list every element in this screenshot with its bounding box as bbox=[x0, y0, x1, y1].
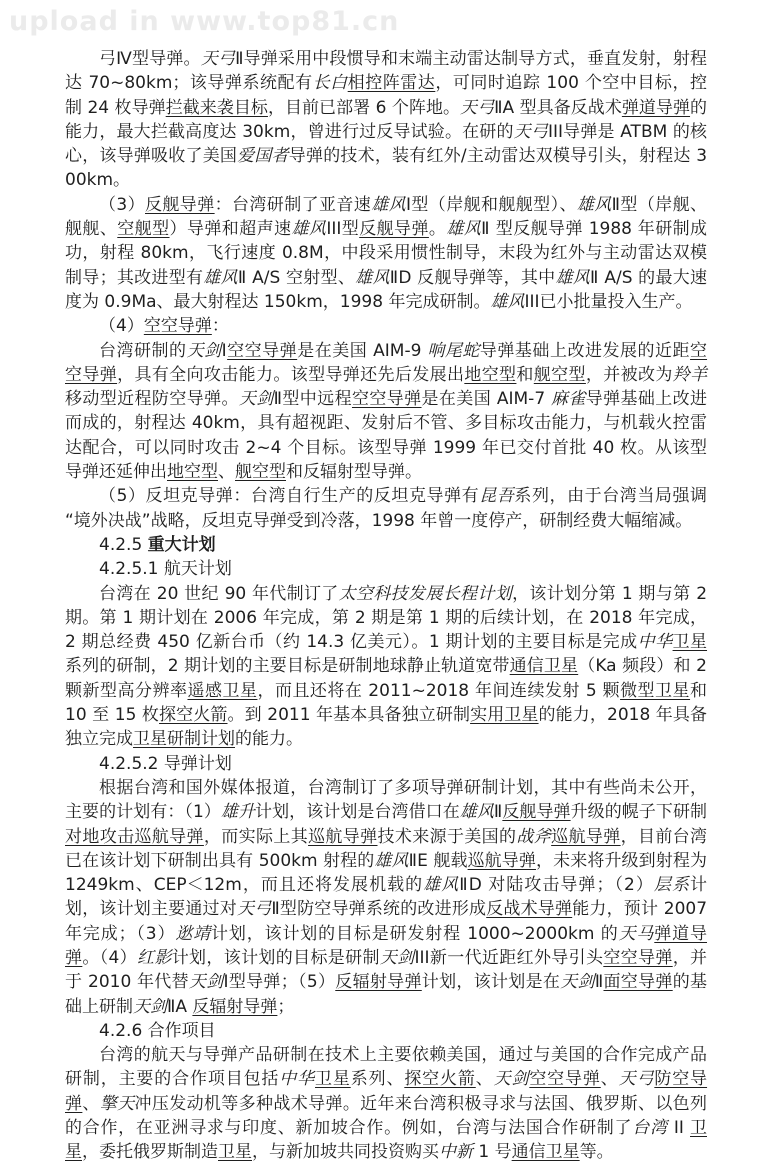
underlined-term: 通信卫星 bbox=[509, 656, 579, 677]
underlined-term: 空空导弹 bbox=[351, 389, 422, 410]
underlined-term: 空空导弹 bbox=[143, 316, 212, 337]
section-heading-4-2-6: 4.2.6 合作项目 bbox=[99, 1020, 216, 1041]
proper-noun: 雄风 bbox=[203, 267, 238, 288]
list-item-air-to-air-heading: （4）空空导弹： bbox=[99, 316, 229, 337]
proper-noun: 中新 bbox=[439, 1142, 473, 1163]
paragraph-space-program: 台湾在 20 世纪 90 年代制订了太空科技发展长程计划，该计划分第 1 期与第 2 期。第 1 期计划在 2006 年完成，第 2 期是第 1 期的后续计划，在 2018 年完成，2 期总经费 450 亿新台币（约 14.3 亿美元）。1 期计划的主要目标是完成中华卫星系列的研制，2 期计划的主要目标是研制地球静止轨道宽带通信卫星（Ka 频段）和 2 颗新型高分辨率遥感卫星，而且还将在 2011~2018 年间连续发射 5 颗微型卫星和 10 至 15 枚探空火箭。到 2011 年基本具备独立研制实用卫星的能力，2018 年具备独立完成卫星研制计划的能力。 bbox=[65, 583, 708, 750]
proper-noun: 麻雀 bbox=[550, 389, 586, 410]
proper-noun: 昆吾 bbox=[479, 486, 515, 507]
underlined-term: 卫星 bbox=[65, 1118, 707, 1163]
underlined-term: 拦截来袭目标 bbox=[165, 97, 268, 118]
proper-noun: 羚羊 bbox=[672, 364, 708, 385]
underlined-term: 巡航导弹 bbox=[308, 826, 378, 847]
proper-noun: 雄风 bbox=[355, 267, 390, 288]
underlined-term: 巡航导弹 bbox=[551, 826, 621, 847]
underlined-term: 卫星 bbox=[672, 632, 708, 653]
bold-text: 重大计划 bbox=[147, 534, 216, 555]
underlined-term: 面空导弹 bbox=[603, 972, 673, 993]
underlined-term: 空空导弹 bbox=[227, 340, 298, 361]
underlined-term: 巡航导弹 bbox=[467, 850, 537, 871]
proper-noun: 雄升 bbox=[220, 802, 256, 823]
underlined-term: 探空火箭 bbox=[404, 1069, 476, 1090]
underlined-term: 弹道导弹 bbox=[621, 97, 691, 118]
proper-noun: 台湾 bbox=[632, 1118, 668, 1139]
proper-noun: 中华 bbox=[279, 1069, 316, 1090]
underlined-term: 反辐射导弹 bbox=[192, 996, 278, 1017]
proper-noun: 红影 bbox=[137, 947, 172, 968]
proper-noun: 雄风 bbox=[490, 291, 525, 312]
proper-noun: 雄风 bbox=[555, 267, 591, 288]
underlined-term: 卫星 bbox=[315, 1069, 351, 1090]
underlined-term: 舰空型 bbox=[533, 364, 586, 385]
underlined-term: 微型卫星 bbox=[620, 680, 691, 701]
underlined-term: 通信卫星 bbox=[511, 1142, 580, 1163]
proper-noun: 天弓 bbox=[618, 1069, 655, 1090]
underlined-term: 反舰导弹 bbox=[145, 194, 215, 215]
underlined-term: 卫星研制计划 bbox=[133, 729, 235, 750]
underlined-term: 舰空型 bbox=[235, 462, 286, 483]
underlined-term: 反辐射导弹 bbox=[335, 972, 422, 993]
proper-noun: 天剑 bbox=[186, 340, 222, 361]
proper-noun: 雄风 bbox=[371, 194, 406, 215]
proper-noun: 天剑 bbox=[188, 972, 224, 993]
proper-noun: 雄风 bbox=[459, 802, 494, 823]
proper-noun: 雄风 bbox=[576, 194, 612, 215]
underlined-term: 空空导弹 bbox=[603, 947, 673, 968]
document-body bbox=[65, 47, 707, 1165]
paragraph-air-to-air-missiles: 台湾研制的天剑Ⅰ空空导弹是在美国 AIM-9 响尾蛇导弹基础上改进发展的近距空空导弹，具有全向攻击能力。该型导弹还先后发展出地空型和舰空型，并被改为羚羊移动型近程防空导弹。天剑Ⅱ型中远程空空导弹是在美国 AIM-7 麻雀导弹基础上改进而成的，射程达 40km，具有超视距、发射后不管、多目标攻击能力，与机载火控雷达配合，可以同时攻击 2~4 个目标。该型导弹 1999 年已交付首批 40 枚。从该型导弹还延伸出地空型、舰空型和反辐射型导弹。 bbox=[65, 340, 708, 483]
underlined-term: 地空型 bbox=[167, 462, 218, 483]
proper-noun: 擎天 bbox=[99, 1093, 135, 1114]
proper-noun: 层系 bbox=[653, 875, 690, 896]
underlined-term: 反舰导弹 bbox=[502, 802, 571, 823]
section-heading-4-2-5: 4.2.5 重大计划 bbox=[99, 534, 216, 555]
underlined-term: 卫星 bbox=[218, 1142, 252, 1163]
underlined-term: 探空火箭 bbox=[159, 705, 228, 726]
paragraph-tiengong-missiles: 弓Ⅳ型导弹。天弓Ⅱ导弹采用中段惯导和末端主动雷达制导方式，垂直发射，射程达 70~80km；该导弹系统配有长白相控阵雷达，可同时追踪 100 个空中目标，控制 24 枚导弹拦截来袭目标，目前已部署 6 个阵地。天弓ⅡA 型具备反战术弹道导弹的能力，最大拦截高度达 30km，曾进行过反导试验。在研的天弓III导弹是 ATBM 的核心，该导弹吸收了美国爱国者导弹的技术，装有红外/主动雷达双模导引头，射程达 300km。 bbox=[65, 49, 708, 191]
underlined-term: 反战术导弹 bbox=[486, 899, 573, 920]
proper-noun: 雄风 bbox=[423, 875, 460, 896]
paragraph-antiship-missiles: （3）反舰导弹：台湾研制了亚音速雄风Ⅰ型（岸舰和舰舰型）、雄风Ⅱ型（岸舰、舰舰、空舰型）导弹和超声速雄风III型反舰导弹。雄风Ⅱ 型反舰导弹 1988 年研制成功，射程 80km，飞行速度 0.8M，中段采用惯性制导，末段为红外与主动雷达双模制导；其改进型有雄风Ⅱ A/S 空射型、雄风ⅡD 反舰导弹等，其中雄风Ⅱ A/S 的最大速度为 0.9Ma、最大射程达 150km，1998 年完成研制。雄风III已小批量投入生产。 bbox=[65, 194, 708, 312]
watermark-text: upload in www.top81.cn bbox=[9, 6, 400, 37]
underlined-term: 反舰导弹 bbox=[359, 219, 429, 240]
proper-noun: 雄风 bbox=[446, 219, 482, 240]
underlined-term: 弹道导弹 bbox=[65, 923, 708, 968]
proper-noun: 中华 bbox=[637, 632, 673, 653]
underlined-term: 遥感卫星 bbox=[187, 680, 258, 701]
proper-noun: 天弓 bbox=[236, 899, 272, 920]
section-heading-4-2-5-2: 4.2.5.2 导弹计划 bbox=[99, 753, 232, 774]
proper-noun: 天弓 bbox=[513, 121, 548, 142]
paragraph-antitank-missiles: （5）反坦克导弹：台湾自行生产的反坦克导弹有昆吾系列，由于台湾当局强调“境外决战”战略，反坦克导弹受到冷落，1998 年曾一度停产，研制经费大幅缩减。 bbox=[65, 486, 708, 531]
paragraph-cooperation-projects: 台湾的航天与导弹产品研制在技术上主要依赖美国，通过与美国的合作完成产品研制，主要的合作项目包括中华卫星系列、探空火箭、天剑空空导弹、天弓防空导弹、擎天冲压发动机等多种战术导弹。近年来台湾积极寻求与法国、俄罗斯、以色列的合作，在亚洲寻求与印度、新加坡合作。例如，台湾与法国合作研制了台湾 II 卫星，委托俄罗斯制造卫星，与新加坡共同投资购买中新 1 号通信卫星等。 bbox=[65, 1045, 708, 1163]
proper-noun: 天剑 bbox=[560, 972, 595, 993]
proper-noun: 响尾蛇 bbox=[427, 340, 480, 361]
proper-noun: 天剑 bbox=[493, 1069, 530, 1090]
proper-noun: 天剑 bbox=[133, 996, 167, 1017]
proper-noun: 太空科技发展长程计划 bbox=[338, 583, 513, 604]
underlined-term: 空空导弹 bbox=[529, 1069, 601, 1090]
proper-noun: 雄风 bbox=[291, 219, 327, 240]
proper-noun: 爱国者 bbox=[237, 146, 289, 167]
proper-noun: 逖靖 bbox=[175, 923, 212, 944]
proper-noun: 天剑 bbox=[238, 389, 274, 410]
proper-noun: 天弓 bbox=[200, 49, 236, 69]
underlined-term: 空空导弹 bbox=[65, 340, 708, 385]
underlined-term: 地空型 bbox=[464, 364, 517, 385]
proper-noun: 天弓 bbox=[460, 97, 495, 118]
proper-noun: 天剑 bbox=[379, 947, 415, 968]
proper-noun: 雄风 bbox=[374, 850, 409, 871]
proper-noun: 长白 bbox=[312, 73, 348, 94]
underlined-term: 防空导弹 bbox=[65, 1069, 708, 1114]
section-heading-4-2-5-1: 4.2.5.1 航天计划 bbox=[99, 559, 232, 580]
underlined-term: 相控阵雷达 bbox=[347, 73, 436, 94]
underlined-term: 对地攻击巡航导弹 bbox=[65, 826, 204, 847]
paragraph-missile-programs: 根据台湾和国外媒体报道，台湾制订了多项导弹研制计划，其中有些尚未公开，主要的计划有：（1）雄升计划，该计划是台湾借口在雄风Ⅱ反舰导弹升级的幌子下研制对地攻击巡航导弹，而实际上其巡航导弹技术来源于美国的战斧巡航导弹，目前台湾已在该计划下研制出具有 500km 射程的雄风ⅡE 舰载巡航导弹，未来将升级到射程为 1249km、CEP＜12m，而且还将发展机载的雄风ⅡD 对陆攻击导弹；（2）层系计划，该计划主要通过对天弓Ⅱ型防空导弹系统的改进形成反战术导弹能力，预计 2007 年完成；（3）逖靖计划，该计划的目标是研发射程 1000~2000km 的天马弹道导弹。（4）红影计划，该计划的目标是研制天剑III新一代近距红外导引头空空导弹，并于 2010 年代替天剑Ⅰ型导弹；（5）反辐射导弹计划，该计划是在天剑Ⅱ面空导弹的基础上研制天剑ⅡA 反辐射导弹； bbox=[65, 777, 708, 1017]
proper-noun: 战斧 bbox=[516, 826, 552, 847]
underlined-term: 实用卫星 bbox=[470, 705, 539, 726]
underlined-term: 空舰型 bbox=[117, 219, 170, 240]
proper-noun: 天马 bbox=[618, 923, 655, 944]
